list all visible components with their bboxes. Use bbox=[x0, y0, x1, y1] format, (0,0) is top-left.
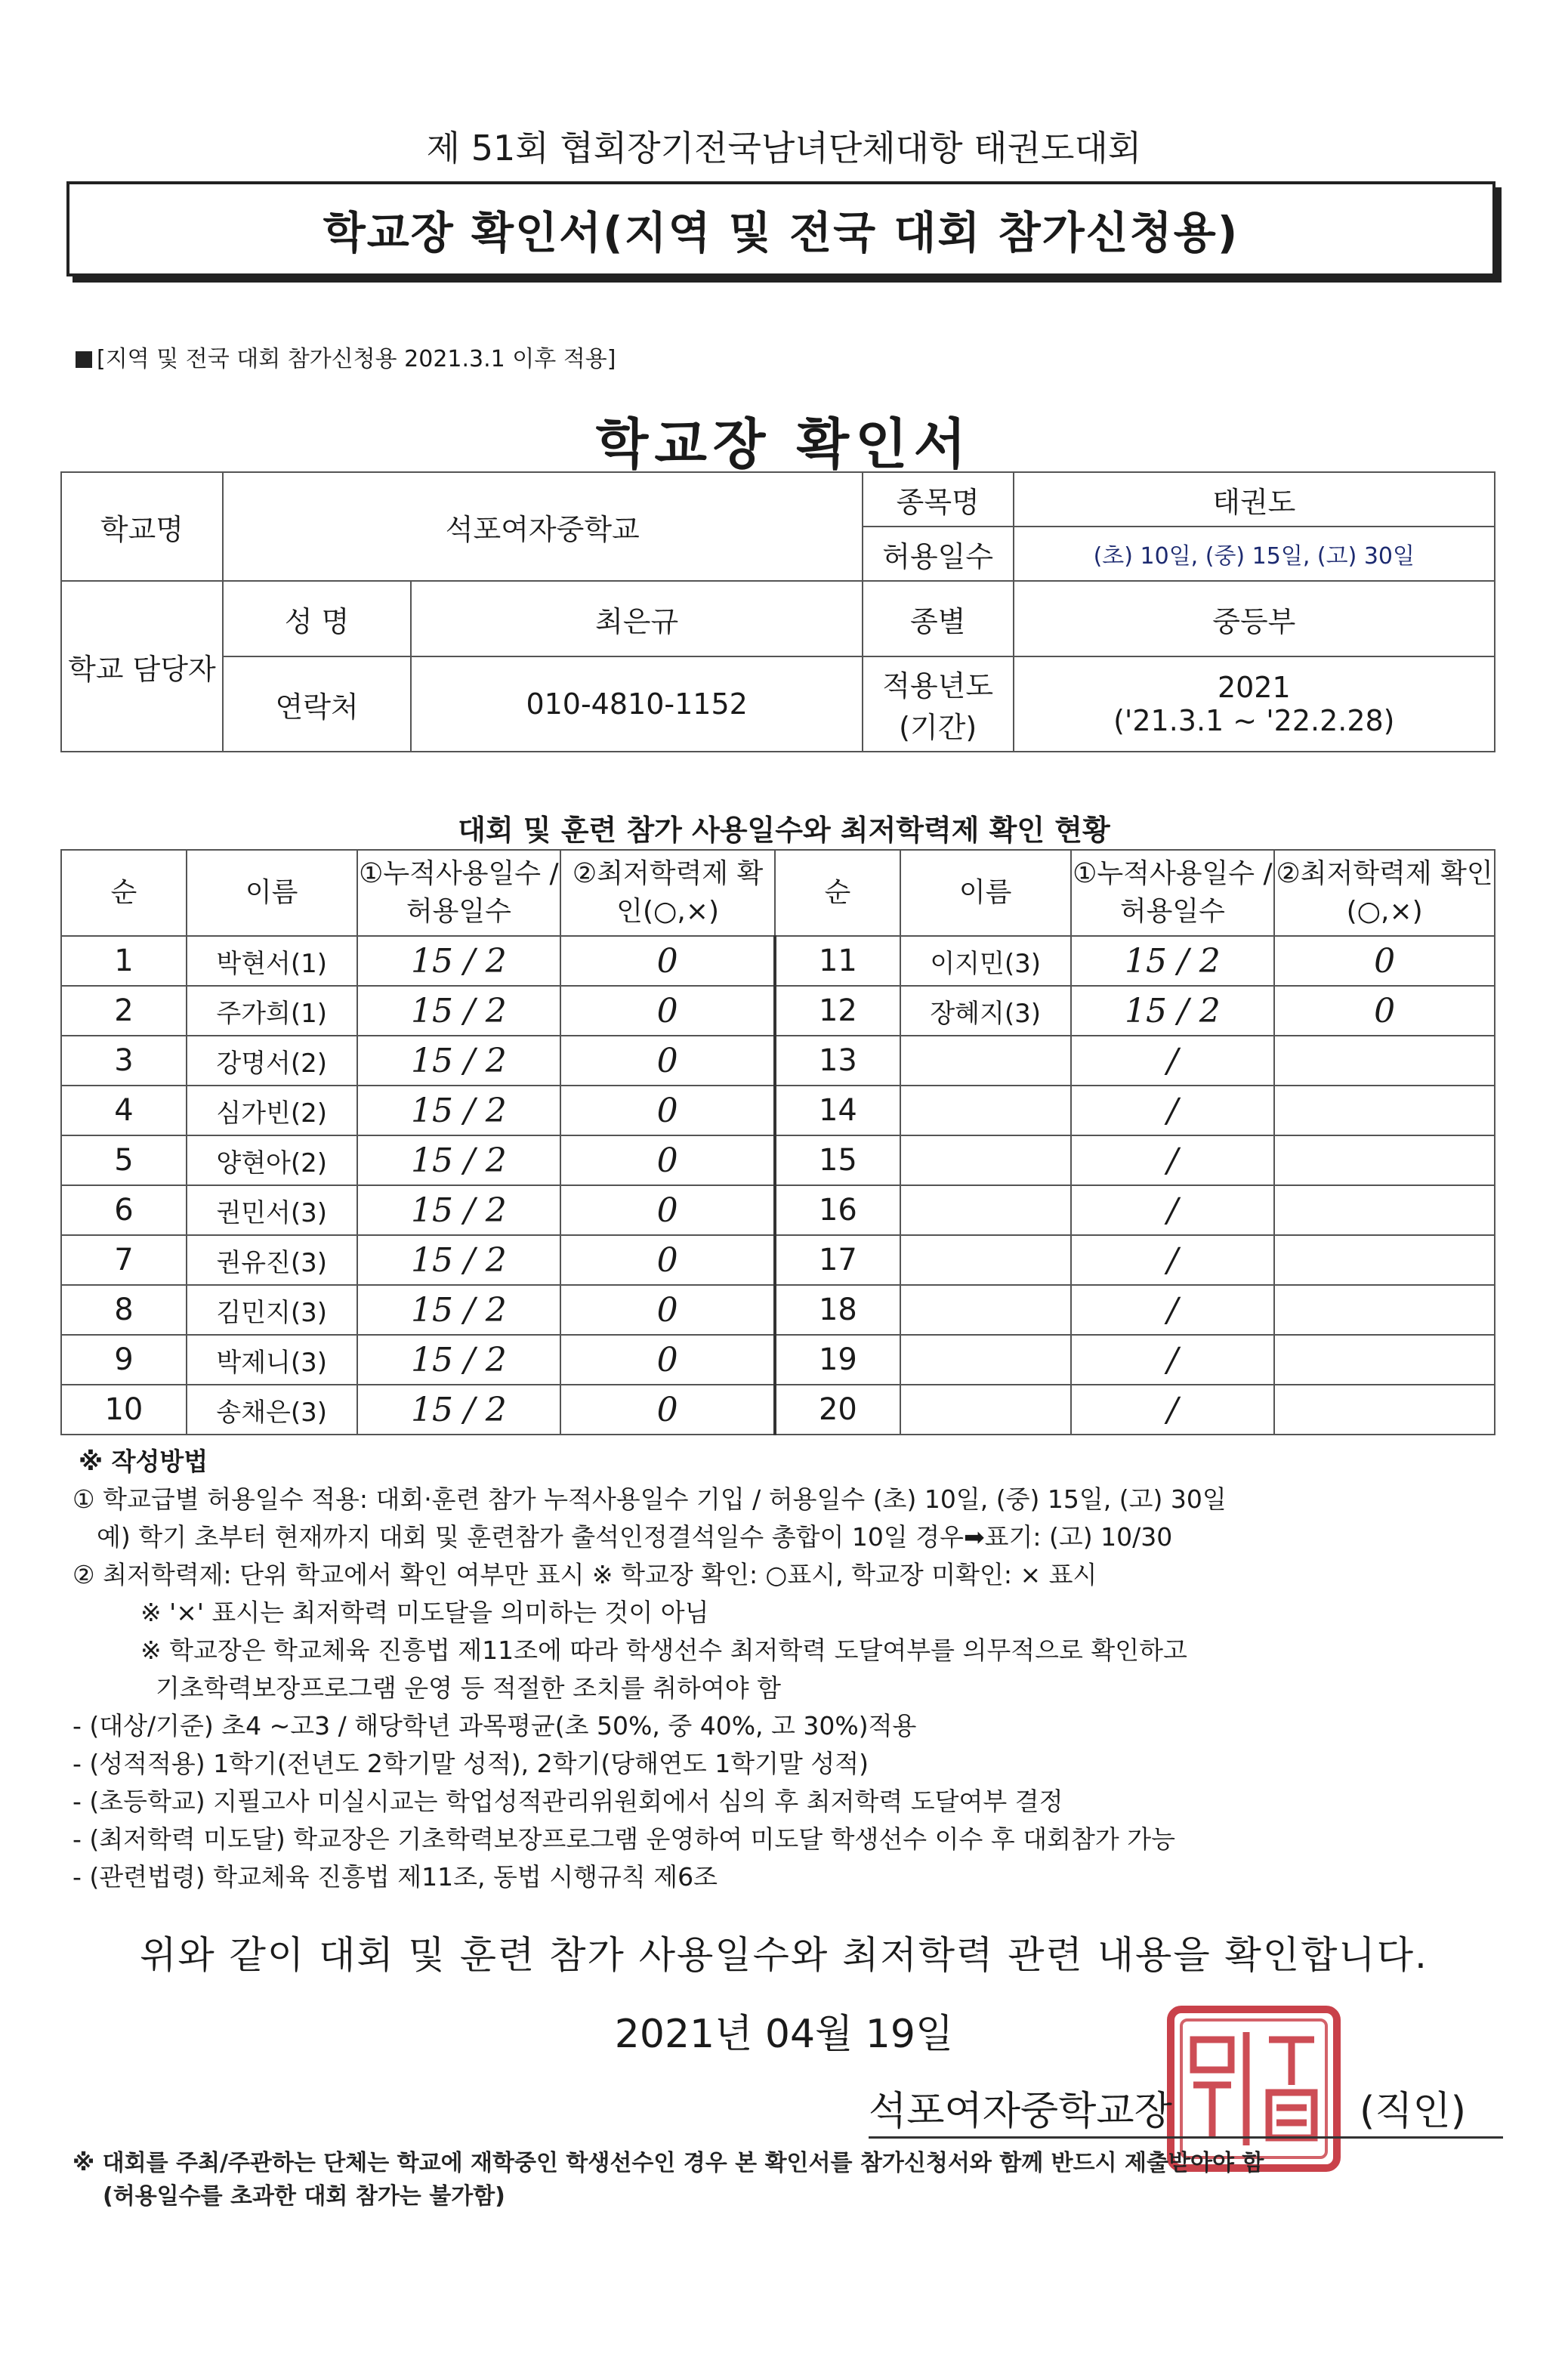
roster-left-days: 15 / 2 bbox=[357, 1036, 561, 1086]
table-row bbox=[61, 1335, 1495, 1385]
roster-right-min bbox=[1274, 1385, 1495, 1435]
roster-left-days: 15 / 2 bbox=[357, 1185, 561, 1235]
roster-right-days: 15 / 2 bbox=[1071, 986, 1275, 1036]
school-principal-signature: 석포여자중학교장 bbox=[869, 2089, 1172, 2134]
method-line: - (초등학교) 지필고사 미실시교는 학업성적관리위원회에서 심의 후 최저학력 도달여부 결정 bbox=[73, 1787, 1063, 1816]
method-line: - (최저학력 미도달) 학교장은 기초학력보장프로그램 운영하여 미도달 학생선수 이수 후 대회참가 가능 bbox=[73, 1824, 1176, 1854]
year-cell bbox=[1014, 656, 1495, 752]
manager-label: 학교 담당자 bbox=[61, 581, 223, 752]
roster-right-no: 11 bbox=[775, 936, 900, 986]
roster-left-min: 0 bbox=[560, 1235, 775, 1285]
manager-name-label: 성 명 bbox=[223, 581, 412, 656]
allow-days-value: (초) 10일, (중) 15일, (고) 30일 bbox=[1014, 527, 1495, 581]
header-days-right: ①누적사용일수 /허용일수 bbox=[1071, 850, 1275, 936]
contact-label: 연락처 bbox=[223, 656, 412, 752]
table-row bbox=[61, 1385, 1495, 1435]
roster-left-min: 0 bbox=[560, 1185, 775, 1235]
roster-right-no: 15 bbox=[775, 1135, 900, 1185]
roster-right-name bbox=[900, 1135, 1071, 1185]
roster-right-name bbox=[900, 1285, 1071, 1335]
confirmation-statement: 위와 같이 대회 및 훈련 참가 사용일수와 최저학력 관련 내용을 확인합니다. bbox=[140, 1933, 1428, 1977]
roster-right-no: 12 bbox=[775, 986, 900, 1036]
contact-value: 010-4810-1152 bbox=[411, 656, 862, 752]
roster-left-min: 0 bbox=[560, 986, 775, 1036]
year-label: 적용년도 (기간) bbox=[863, 656, 1014, 752]
roster-left-no: 2 bbox=[61, 986, 187, 1036]
roster-left-days: 15 / 2 bbox=[357, 1086, 561, 1135]
roster-left-no: 6 bbox=[61, 1185, 187, 1235]
roster-left-days: 15 / 2 bbox=[357, 1335, 561, 1385]
category-label: 종별 bbox=[863, 581, 1014, 656]
roster-right-days: 15 / 2 bbox=[1071, 936, 1275, 986]
method-title: ※ 작성방법 bbox=[79, 1447, 208, 1476]
roster-right-no: 19 bbox=[775, 1335, 900, 1385]
header-min-right: ②최저학력제 확인(○,×) bbox=[1274, 850, 1495, 936]
document-title-box: 학교장 확인서(지역 및 전국 대회 참가신청용) bbox=[66, 181, 1495, 276]
roster-right-name bbox=[900, 1185, 1071, 1235]
event-name: 제 51회 협회장기전국남녀단체대항 태권도대회 bbox=[426, 128, 1142, 168]
roster-right-days: / bbox=[1071, 1036, 1275, 1086]
writing-method bbox=[73, 1443, 1523, 1896]
square-bullet-icon bbox=[76, 351, 92, 368]
certificate-title: 학교장 확인서 bbox=[595, 412, 973, 476]
roster-left-name: 주가희(1) bbox=[187, 986, 357, 1036]
issue-date: 2021년 04월 19일 bbox=[614, 2012, 954, 2057]
header-name: 이름 bbox=[187, 850, 357, 936]
roster-left-days: 15 / 2 bbox=[357, 1285, 561, 1335]
table-row bbox=[61, 1086, 1495, 1135]
method-line: - (관련법령) 학교체육 진흥법 제11조, 동법 시행규칙 제6조 bbox=[73, 1862, 718, 1892]
roster-right-min bbox=[1274, 1185, 1495, 1235]
roster-left-min: 0 bbox=[560, 1385, 775, 1435]
bottom-note bbox=[73, 2147, 1523, 2213]
roster-left-days: 15 / 2 bbox=[357, 1235, 561, 1285]
roster-left-name: 박현서(1) bbox=[187, 936, 357, 986]
roster-left-no: 7 bbox=[61, 1235, 187, 1285]
roster-right-no: 13 bbox=[775, 1036, 900, 1086]
roster-right-name bbox=[900, 1335, 1071, 1385]
allow-days-label: 허용일수 bbox=[863, 527, 1014, 581]
method-line: ※ '×' 표시는 최저학력 미도달을 의미하는 것이 아님 bbox=[140, 1598, 709, 1627]
roster-right-min bbox=[1274, 1135, 1495, 1185]
roster-right-name: 장혜지(3) bbox=[900, 986, 1071, 1036]
roster-left-no: 5 bbox=[61, 1135, 187, 1185]
roster-left-name: 강명서(2) bbox=[187, 1036, 357, 1086]
table-row bbox=[61, 1135, 1495, 1185]
method-line: ※ 학교장은 학교체육 진흥법 제11조에 따라 학생선수 최저학력 도달여부를 의무적으로 확인하고 bbox=[140, 1635, 1187, 1665]
roster-left-no: 8 bbox=[61, 1285, 187, 1335]
roster-left-name: 양현아(2) bbox=[187, 1135, 357, 1185]
roster-left-no: 3 bbox=[61, 1036, 187, 1086]
roster-right-name bbox=[900, 1036, 1071, 1086]
roster-left-min: 0 bbox=[560, 936, 775, 986]
roster-right-name bbox=[900, 1086, 1071, 1135]
roster-left-min: 0 bbox=[560, 1036, 775, 1086]
roster-left-name: 박제니(3) bbox=[187, 1335, 357, 1385]
roster-right-days: / bbox=[1071, 1135, 1275, 1185]
event-label: 종목명 bbox=[863, 472, 1014, 527]
status-title: 대회 및 훈련 참가 사용일수와 최저학력제 확인 현황 bbox=[458, 814, 1110, 847]
table-row bbox=[61, 1036, 1495, 1086]
roster-right-name bbox=[900, 1235, 1071, 1285]
roster-right-no: 20 bbox=[775, 1385, 900, 1435]
roster-left-name: 송채은(3) bbox=[187, 1385, 357, 1435]
header-name-right: 이름 bbox=[900, 850, 1071, 936]
roster-right-min: 0 bbox=[1274, 936, 1495, 986]
table-row bbox=[61, 1285, 1495, 1335]
roster-right-no: 17 bbox=[775, 1235, 900, 1285]
year-period: ('21.3.1 ~ '22.2.28) bbox=[1113, 704, 1395, 737]
roster-right-min: 0 bbox=[1274, 986, 1495, 1036]
roster-left-min: 0 bbox=[560, 1086, 775, 1135]
roster-left-days: 15 / 2 bbox=[357, 1385, 561, 1435]
bottom-note-line: (허용일수를 초과한 대회 참가는 불가함) bbox=[103, 2183, 505, 2210]
bottom-note-line: ※ 대회를 주최/주관하는 단체는 학교에 재학중인 학생선수인 경우 본 확인서를 참가신청서와 함께 반드시 제출받아야 함 bbox=[73, 2150, 1264, 2176]
roster-left-no: 1 bbox=[61, 936, 187, 986]
info-table bbox=[60, 471, 1495, 752]
event-value: 태권도 bbox=[1014, 472, 1495, 527]
method-line: - (성적적용) 1학기(전년도 2학기말 성적), 2학기(당해연도 1학기말 성적) bbox=[73, 1749, 869, 1778]
roster-left-days: 15 / 2 bbox=[357, 986, 561, 1036]
table-row bbox=[61, 936, 1495, 986]
method-line: 기초학력보장프로그램 운영 등 적절한 조치를 취하여야 함 bbox=[156, 1673, 782, 1703]
header-days: ①누적사용일수 /허용일수 bbox=[357, 850, 561, 936]
method-line: 예) 학기 초부터 현재까지 대회 및 훈련참가 출석인정결석일수 총합이 10일 경우➡표기: (고) 10/30 bbox=[97, 1522, 1173, 1552]
roster-left-min: 0 bbox=[560, 1335, 775, 1385]
method-line: ② 최저학력제: 단위 학교에서 확인 여부만 표시 ※ 학교장 확인: ○표시, 학교장 미확인: × 표시 bbox=[73, 1560, 1097, 1589]
school-value: 석포여자중학교 bbox=[223, 472, 863, 581]
roster-right-min bbox=[1274, 1086, 1495, 1135]
roster-left-name: 권유진(3) bbox=[187, 1235, 357, 1285]
header-no-right: 순 bbox=[775, 850, 900, 936]
roster-left-no: 9 bbox=[61, 1335, 187, 1385]
header-no: 순 bbox=[61, 850, 187, 936]
roster-right-days: / bbox=[1071, 1185, 1275, 1235]
roster-right-days: / bbox=[1071, 1086, 1275, 1135]
school-label: 학교명 bbox=[61, 472, 223, 581]
seal-label: (직인) bbox=[1360, 2089, 1467, 2134]
roster-right-min bbox=[1274, 1335, 1495, 1385]
roster-right-min bbox=[1274, 1285, 1495, 1335]
roster-left-name: 권민서(3) bbox=[187, 1185, 357, 1235]
top-note-text: [지역 및 전국 대회 참가신청용 2021.3.1 이후 적용] bbox=[97, 346, 616, 372]
roster-right-days: / bbox=[1071, 1235, 1275, 1285]
manager-name-value: 최은규 bbox=[411, 581, 862, 656]
roster-left-days: 15 / 2 bbox=[357, 936, 561, 986]
header-min: ②최저학력제 확인(○,×) bbox=[560, 850, 775, 936]
roster-right-no: 14 bbox=[775, 1086, 900, 1135]
roster-right-no: 16 bbox=[775, 1185, 900, 1235]
roster-right-min bbox=[1274, 1235, 1495, 1285]
table-row bbox=[61, 1185, 1495, 1235]
signature-line bbox=[869, 2136, 1503, 2139]
category-value: 중등부 bbox=[1014, 581, 1495, 656]
top-note bbox=[76, 340, 616, 373]
roster-right-days: / bbox=[1071, 1385, 1275, 1435]
roster-right-name bbox=[900, 1385, 1071, 1435]
roster-left-name: 김민지(3) bbox=[187, 1285, 357, 1335]
year-value: 2021 bbox=[1217, 671, 1291, 704]
roster-left-days: 15 / 2 bbox=[357, 1135, 561, 1185]
method-line: - (대상/기준) 초4 ~고3 / 해당학년 과목평균(초 50%, 중 40%, 고 30%)적용 bbox=[73, 1711, 917, 1740]
roster-right-no: 18 bbox=[775, 1285, 900, 1335]
roster-right-name: 이지민(3) bbox=[900, 936, 1071, 986]
roster-right-min bbox=[1274, 1036, 1495, 1086]
table-row bbox=[61, 1235, 1495, 1285]
table-row bbox=[61, 986, 1495, 1036]
roster-table bbox=[60, 849, 1495, 1435]
roster-left-name: 심가빈(2) bbox=[187, 1086, 357, 1135]
roster-right-days: / bbox=[1071, 1335, 1275, 1385]
roster-left-no: 10 bbox=[61, 1385, 187, 1435]
method-line: ① 학교급별 허용일수 적용: 대회·훈련 참가 누적사용일수 기입 / 허용일수 (초) 10일, (중) 15일, (고) 30일 bbox=[73, 1484, 1227, 1514]
roster-right-days: / bbox=[1071, 1285, 1275, 1335]
roster-left-min: 0 bbox=[560, 1135, 775, 1185]
roster-left-min: 0 bbox=[560, 1285, 775, 1335]
roster-left-no: 4 bbox=[61, 1086, 187, 1135]
